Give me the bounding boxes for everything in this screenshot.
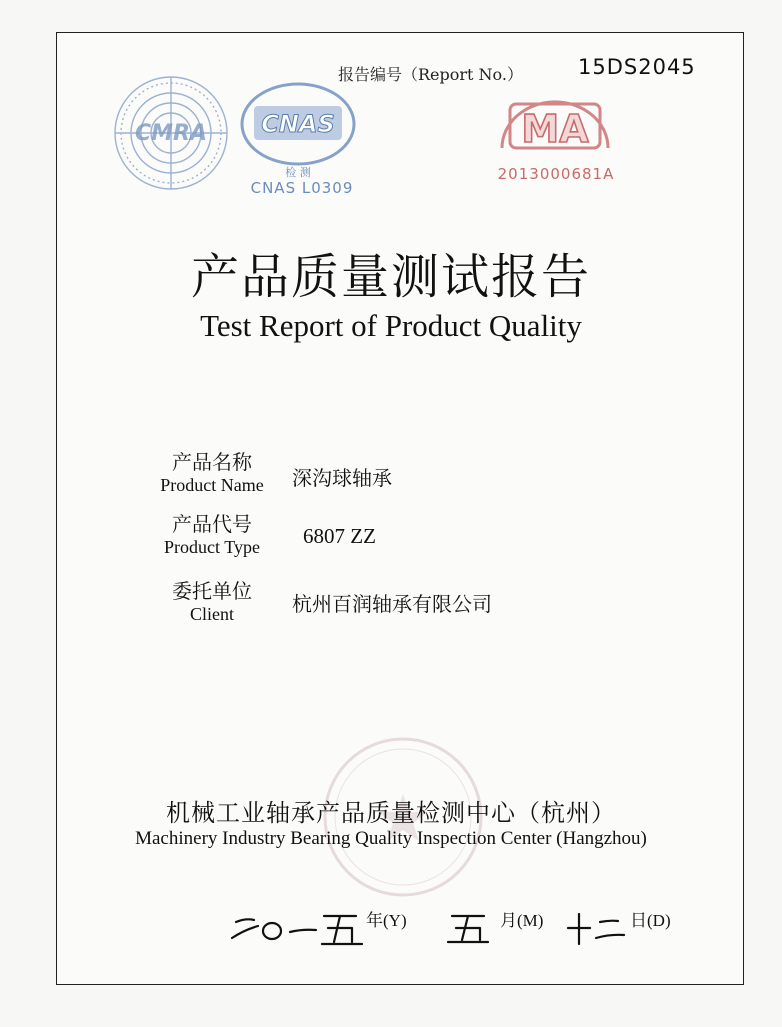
cma-text: MA xyxy=(521,107,589,151)
field-value-product-name: 深沟球轴承 xyxy=(292,466,392,490)
report-number-label: 报告编号（Report No.） xyxy=(338,65,523,84)
cmra-logo xyxy=(110,72,232,194)
field-value-client: 杭州百润轴承有限公司 xyxy=(292,592,492,616)
field-label-en: Product Type xyxy=(164,537,260,557)
field-label-en: Product Name xyxy=(160,475,264,495)
cma-number-text: 2013000681A xyxy=(497,165,615,183)
field-label-product-name xyxy=(137,450,287,496)
cma-logo xyxy=(488,86,624,186)
year-label: 年(Y) xyxy=(366,911,407,930)
handwritten-year xyxy=(228,904,368,952)
cnas-code-text: CNAS L0309 xyxy=(250,179,354,197)
field-label-cn: 委托单位 xyxy=(172,579,252,603)
field-label-client xyxy=(137,579,287,625)
handwritten-day xyxy=(564,908,626,948)
center-name-chinese: 机械工业轴承产品质量检测中心（杭州） xyxy=(166,799,616,827)
field-label-en: Client xyxy=(190,604,234,624)
title-chinese: 产品质量测试报告 xyxy=(190,249,591,305)
cmra-text: CMRA xyxy=(134,121,208,146)
cnas-text: CNAS xyxy=(261,110,335,138)
cnas-sub-text: 检 测 xyxy=(285,166,311,179)
day-label: 日(D) xyxy=(630,911,671,930)
field-label-cn: 产品代号 xyxy=(172,512,252,536)
report-number-value: 15DS2045 xyxy=(578,55,696,79)
center-name-english: Machinery Industry Bearing Quality Inspection Center (Hangzhou) xyxy=(135,828,647,849)
month-label: 月(M) xyxy=(500,911,544,930)
field-label-cn: 产品名称 xyxy=(172,450,252,474)
handwritten-month xyxy=(446,908,492,948)
title-english: Test Report of Product Quality xyxy=(200,308,582,343)
field-value-product-type: 6807 ZZ xyxy=(303,524,376,548)
cnas-logo xyxy=(236,72,366,198)
field-label-product-type xyxy=(137,512,287,558)
